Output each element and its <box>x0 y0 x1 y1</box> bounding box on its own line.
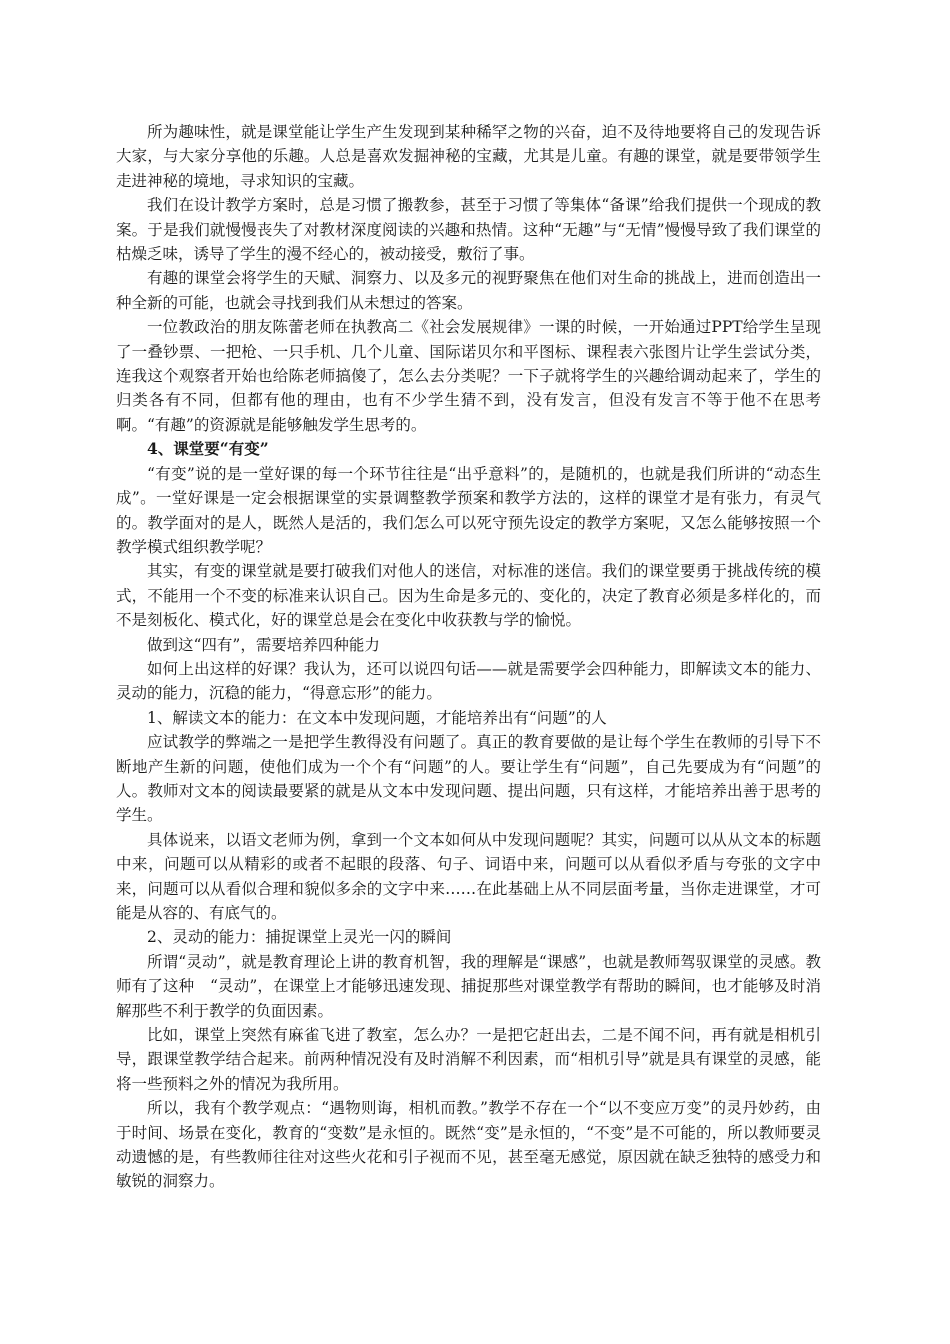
paragraph: 应试教学的弊端之一是把学生教得没有问题了。真正的教育要做的是让每个学生在教师的引导下不断地产生新的问题，使他们成为一个个有“问题”的人。要让学生有“问题”，自己先要成为有“问题”的人。教师对文本的阅读最要紧的就是从文本中发现问题、提出问题，只有这样，才能培养出善于思考的学生。 <box>116 733 821 825</box>
section-subheading: 1、解读文本的能力：在文本中发现问题，才能培养出有“问题”的人 <box>147 708 607 727</box>
paragraph: 有趣的课堂会将学生的天赋、洞察力、以及多元的视野聚焦在他们对生命的挑战上，进而创造出一种全新的可能，也就会寻找到我们从未想过的答案。 <box>116 269 821 312</box>
section-subheading: 2、灵动的能力：捕捉课堂上灵光一闪的瞬间 <box>147 928 452 947</box>
paragraph: “有变”说的是一堂好课的每一个环节往往是“出乎意料”的，是随机的，也就是我们所讲的“动态生成”。一堂好课是一定会根据课堂的实景调整教学预案和教学方法的，这样的课堂才是有张力，有灵气的。教学面对的是人，既然人是活的，我们怎么可以死守预先设定的教学方案呢，又怎么能够按照一个教学模式组织教学呢？ <box>116 464 821 556</box>
section-subheading: 做到这“四有”，需要培养四种能力 <box>147 635 380 654</box>
paragraph: 所以，我有个教学观点：“遇物则诲，相机而教。”教学不存在一个“以不变应万变”的灵丹妙药，由于时间、场景在变化，教育的“变数”是永恒的。既然“变”是永恒的，“不变”是不可能的，所以教师要灵动遗憾的是，有些教师往往对这些火花和引子视而不见，甚至毫无感觉，原因就在缺乏独特的感受力和敏锐的洞察力。 <box>116 1099 821 1191</box>
paragraph: 其实，有变的课堂就是要打破我们对他人的迷信，对标准的迷信。我们的课堂要勇于挑战传统的模式，不能用一个不变的标准来认识自己。因为生命是多元的、变化的，决定了教育必须是多样化的，而不是刻板化、模式化，好的课堂总是会在变化中收获教与学的愉悦。 <box>116 562 821 630</box>
section-heading: 4、课堂要“有变” <box>147 439 269 459</box>
paragraph: 一位教政治的朋友陈蕾老师在执教高二《社会发展规律》一课的时候，一开始通过PPT给学生呈现了一叠钞票、一把枪、一只手机、几个儿童、国际诺贝尔和平图标、课程表六张图片让学生尝试分类，连我这个观察者开始也给陈老师搞傻了，怎么去分类呢？一下子就将学生的兴趣给调动起来了，学生的归类各有不同，但都有他的理由，也有不少学生猜不到，没有发言，但没有发言不等于他不在思考啊。“有趣”的资源就是能够触发学生思考的。 <box>116 318 821 434</box>
paragraph: 所为趣味性，就是课堂能让学生产生发现到某种稀罕之物的兴奋，迫不及待地要将自己的发现告诉大家，与大家分享他的乐趣。人总是喜欢发掘神秘的宝藏，尤其是儿童。有趣的课堂，就是要带领学生走进神秘的境地，寻求知识的宝藏。 <box>116 123 821 190</box>
paragraph: 所谓“灵动”，就是教育理论上讲的教育机智，我的理解是“课感”，也就是教师驾驭课堂的灵感。教师有了这种 “灵动”，在课堂上才能够迅速发现、捕捉那些对课堂教学有帮助的瞬间，也才能够及时消解那些不利于教学的负面因素。 <box>116 952 821 1020</box>
document-body <box>116 120 821 1194</box>
paragraph: 比如，课堂上突然有麻雀飞进了教室，怎么办？一是把它赶出去，二是不闻不问，再有就是相机引导，跟课堂教学结合起来。前两种情况没有及时消解不利因素，而“相机引导”就是具有课堂的灵感，能将一些预料之外的情况为我所用。 <box>116 1026 821 1093</box>
paragraph: 如何上出这样的好课？我认为，还可以说四句话——就是需要学会四种能力，即解读文本的能力、灵动的能力，沉稳的能力，“得意忘形”的能力。 <box>116 659 821 703</box>
paragraph: 具体说来，以语文老师为例，拿到一个文本如何从中发现问题呢？其实，问题可以从从文本的标题中来，问题可以从精彩的或者不起眼的段落、句子、词语中来，问题可以从看似矛盾与夸张的文字中来，问题可以从看似合理和貌似多余的文字中来……在此基础上从不同层面考量，当你走进课堂，才可能是从容的、有底气的。 <box>116 830 821 922</box>
paragraph: 我们在设计教学方案时，总是习惯了搬教参，甚至于习惯了等集体“备课”给我们提供一个现成的教案。于是我们就慢慢丧失了对教材深度阅读的兴趣和热情。这种“无趣”与“无情”慢慢导致了我们课堂的枯燥乏味，诱导了学生的漫不经心的，被动接受，敷衍了事。 <box>116 196 821 264</box>
